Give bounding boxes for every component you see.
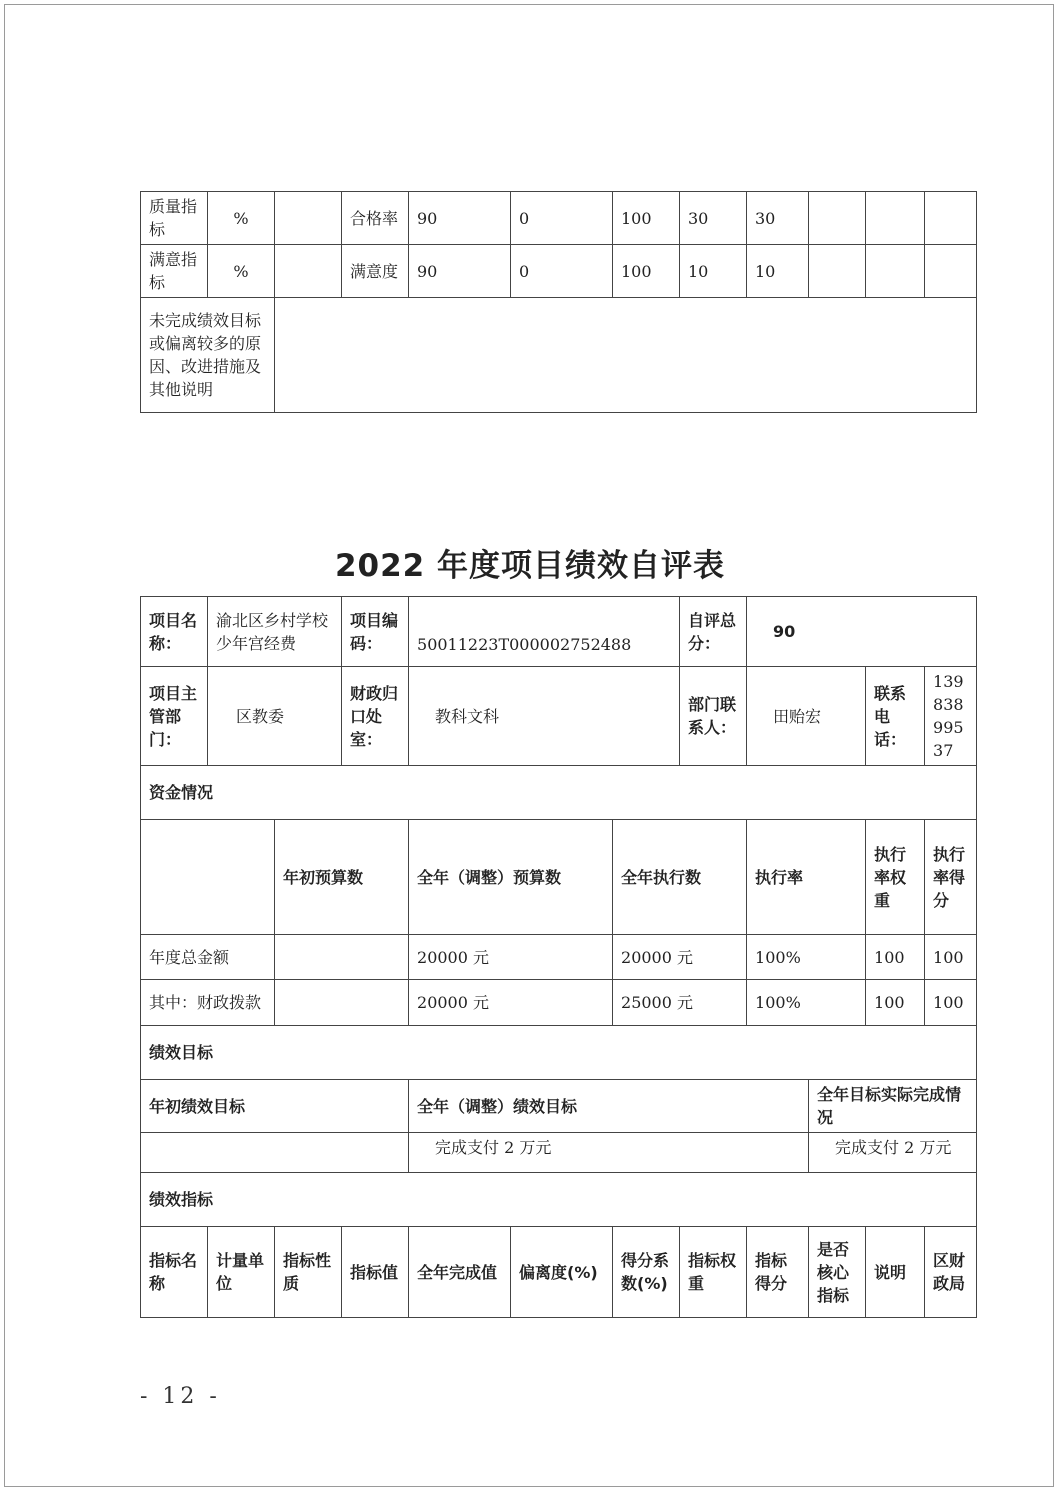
indicator-value: 合格率 bbox=[342, 192, 409, 245]
empty-cell bbox=[925, 245, 977, 298]
remark-value bbox=[275, 298, 977, 413]
adjusted-budget: 20000 元 bbox=[409, 935, 613, 980]
finance-office: 教科文科 bbox=[409, 667, 680, 766]
contact: 田贻宏 bbox=[747, 667, 866, 766]
dept: 区教委 bbox=[208, 667, 342, 766]
col-exec-rate: 执行率 bbox=[747, 820, 866, 935]
executed: 20000 元 bbox=[613, 935, 747, 980]
project-name-label: 项目名称： bbox=[141, 597, 208, 667]
planned-value: 90 bbox=[409, 245, 511, 298]
coefficient: 100 bbox=[613, 245, 680, 298]
col-deviation: 偏离度(%) bbox=[511, 1227, 613, 1318]
col-rate-weight: 执行率权重 bbox=[866, 820, 925, 935]
score: 30 bbox=[747, 192, 809, 245]
col-coefficient: 得分系数(%) bbox=[613, 1227, 680, 1318]
col-initial-goal: 年初绩效目标 bbox=[141, 1080, 409, 1133]
project-name: 渝北区乡村学校少年宫经费 bbox=[208, 597, 342, 667]
deviation: 0 bbox=[511, 192, 613, 245]
col-finance-bureau: 区财政局 bbox=[925, 1227, 977, 1318]
table-row bbox=[141, 935, 977, 980]
funds-section-title: 资金情况 bbox=[141, 766, 977, 820]
col-completed-value: 全年完成值 bbox=[409, 1227, 511, 1318]
empty-cell bbox=[141, 820, 275, 935]
table-row bbox=[141, 245, 977, 298]
indicator-name: 满意指标 bbox=[141, 245, 208, 298]
adjusted-budget: 20000 元 bbox=[409, 980, 613, 1026]
page-title: 2022 年度项目绩效自评表 bbox=[334, 548, 726, 584]
exec-rate: 100% bbox=[747, 935, 866, 980]
self-score-label: 自评总分： bbox=[680, 597, 747, 667]
page-number: - 12 - bbox=[140, 1384, 221, 1409]
planned-value: 90 bbox=[409, 192, 511, 245]
table-row bbox=[141, 820, 977, 935]
self-score: 90 bbox=[747, 597, 977, 667]
indicator-name: 质量指标 bbox=[141, 192, 208, 245]
table-row bbox=[141, 667, 977, 766]
table-row bbox=[141, 1080, 977, 1133]
rate-weight: 100 bbox=[866, 980, 925, 1026]
empty-cell bbox=[925, 192, 977, 245]
fund-row-label: 其中：财政拨款 bbox=[141, 980, 275, 1026]
col-nature: 指标性质 bbox=[275, 1227, 342, 1318]
col-executed: 全年执行数 bbox=[613, 820, 747, 935]
dept-label: 项目主管部门： bbox=[141, 667, 208, 766]
weight: 30 bbox=[680, 192, 747, 245]
self-evaluation-table bbox=[140, 596, 977, 1318]
unit: % bbox=[208, 245, 275, 298]
empty-cell bbox=[809, 245, 866, 298]
indicator-value: 满意度 bbox=[342, 245, 409, 298]
finance-office-label: 财政归口处室： bbox=[342, 667, 409, 766]
empty-cell bbox=[866, 245, 925, 298]
table-row bbox=[141, 192, 977, 245]
table-row bbox=[141, 1173, 977, 1227]
fund-row-label: 年度总金额 bbox=[141, 935, 275, 980]
col-score: 指标得分 bbox=[747, 1227, 809, 1318]
rate-score: 100 bbox=[925, 935, 977, 980]
coefficient: 100 bbox=[613, 192, 680, 245]
continued-indicator-table bbox=[140, 191, 977, 413]
col-unit: 计量单位 bbox=[208, 1227, 275, 1318]
contact-label: 部门联系人： bbox=[680, 667, 747, 766]
goals-section-title: 绩效目标 bbox=[141, 1026, 977, 1080]
table-row bbox=[141, 298, 977, 413]
adjusted-goal: 完成支付 2 万元 bbox=[409, 1133, 809, 1173]
rate-score: 100 bbox=[925, 980, 977, 1026]
actual-completion: 完成支付 2 万元 bbox=[809, 1133, 977, 1173]
phone: 13983899537 bbox=[925, 667, 977, 766]
phone-label: 联系电话： bbox=[866, 667, 925, 766]
rate-weight: 100 bbox=[866, 935, 925, 980]
executed: 25000 元 bbox=[613, 980, 747, 1026]
col-adjusted-budget: 全年（调整）预算数 bbox=[409, 820, 613, 935]
project-code-label: 项目编码： bbox=[342, 597, 409, 667]
table-row bbox=[141, 766, 977, 820]
col-indicator-name: 指标名称 bbox=[141, 1227, 208, 1318]
col-initial-budget: 年初预算数 bbox=[275, 820, 409, 935]
initial-budget bbox=[275, 935, 409, 980]
indicators-section-title: 绩效指标 bbox=[141, 1173, 977, 1227]
weight: 10 bbox=[680, 245, 747, 298]
project-code: 50011223T000002752488 bbox=[409, 597, 680, 667]
col-indicator-value: 指标值 bbox=[342, 1227, 409, 1318]
table-row bbox=[141, 1133, 977, 1173]
table-row bbox=[141, 597, 977, 667]
col-weight: 指标权重 bbox=[680, 1227, 747, 1318]
col-note: 说明 bbox=[866, 1227, 925, 1318]
empty-cell bbox=[866, 192, 925, 245]
remark-label: 未完成绩效目标或偏离较多的原因、改进措施及其他说明 bbox=[141, 298, 275, 413]
exec-rate: 100% bbox=[747, 980, 866, 1026]
score: 10 bbox=[747, 245, 809, 298]
nature bbox=[275, 245, 342, 298]
col-adjusted-goal: 全年（调整）绩效目标 bbox=[409, 1080, 809, 1133]
empty-cell bbox=[809, 192, 866, 245]
initial-budget bbox=[275, 980, 409, 1026]
nature bbox=[275, 192, 342, 245]
table-row bbox=[141, 1026, 977, 1080]
table-row bbox=[141, 1227, 977, 1318]
col-core-indicator: 是否核心指标 bbox=[809, 1227, 866, 1318]
col-actual-completion: 全年目标实际完成情况 bbox=[809, 1080, 977, 1133]
table-row bbox=[141, 980, 977, 1026]
initial-goal bbox=[141, 1133, 409, 1173]
col-rate-score: 执行率得分 bbox=[925, 820, 977, 935]
deviation: 0 bbox=[511, 245, 613, 298]
unit: % bbox=[208, 192, 275, 245]
